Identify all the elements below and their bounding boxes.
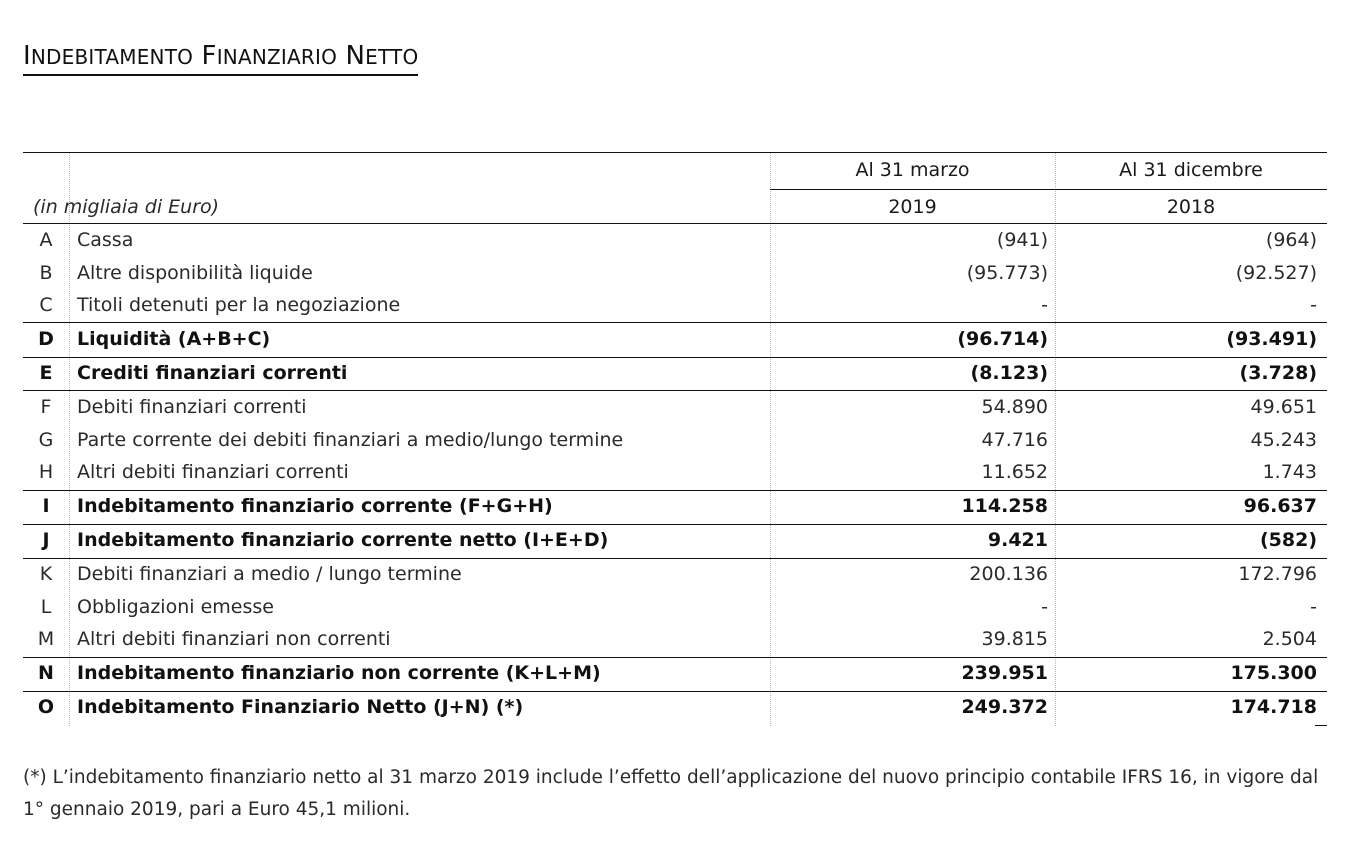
row-value-2019: 9.421 (987, 529, 1048, 551)
row-value-2018: 2.504 (1262, 628, 1317, 650)
row-label: Indebitamento finanziario corrente (F+G+H) (77, 495, 553, 517)
row-value-2018: (582) (1259, 529, 1317, 551)
footnote: (*) L’indebitamento finanziario netto al 31 marzo 2019 include l’effetto dell’applicazione del nuovo principio contabile IFRS 16, in vigore dal 1° gennaio 2019, pari a Euro 45,1 milioni. (23, 767, 1319, 820)
row-value-2019: (941) (996, 229, 1048, 251)
row-value-2019: 54.890 (981, 396, 1048, 418)
page-title (23, 40, 418, 76)
row-letter: L (40, 596, 52, 618)
row-value-2018: (964) (1265, 229, 1317, 251)
row-label: Cassa (77, 229, 134, 251)
row-label: Crediti finanziari correnti (77, 362, 348, 384)
row-value-2019: (8.123) (970, 362, 1048, 384)
row-value-2019: 200.136 (969, 563, 1048, 585)
row-letter: G (38, 429, 54, 451)
row-value-2019: - (1041, 596, 1048, 618)
header-mid-rule (770, 189, 1327, 190)
row-letter: O (37, 696, 55, 718)
row-letter: A (39, 229, 53, 251)
header-bottom-rule (23, 223, 1327, 224)
row-letter: I (42, 495, 50, 517)
row-label: Indebitamento finanziario non corrente (K+L+M) (77, 662, 601, 684)
row-value-2019: 114.258 (961, 495, 1048, 517)
row-value-2019: (96.714) (957, 328, 1048, 350)
row-label: Altri debiti finanziari non correnti (77, 628, 391, 650)
row-rule (23, 357, 1327, 358)
row-label: Obbligazioni emesse (77, 596, 274, 618)
row-rule (23, 390, 1327, 391)
row-value-2019: 11.652 (981, 461, 1048, 483)
row-value-2019: (95.773) (966, 262, 1048, 284)
title-word-2: FINANZIARIO (201, 41, 338, 71)
row-value-2018: (92.527) (1235, 262, 1317, 284)
units-label: (in migliaia di Euro) (33, 196, 220, 218)
row-label: Debiti finanziari correnti (77, 396, 307, 418)
row-letter: J (42, 529, 50, 551)
row-rule (23, 691, 1327, 692)
row-letter: D (38, 328, 54, 350)
column-separator (69, 152, 70, 726)
row-label: Titoli detenuti per la negoziazione (77, 294, 401, 316)
row-value-2018: 1.743 (1262, 461, 1317, 483)
row-value-2018: 175.300 (1230, 662, 1317, 684)
row-rule (23, 558, 1327, 559)
row-value-2018: - (1310, 596, 1317, 618)
row-value-2018: 172.796 (1238, 563, 1317, 585)
column-separator (1055, 152, 1056, 726)
row-value-2019: 47.716 (981, 429, 1048, 451)
row-letter: E (39, 362, 53, 384)
row-label: Parte corrente dei debiti finanziari a medio/lungo termine (77, 429, 624, 451)
row-value-2018: - (1310, 294, 1317, 316)
row-rule (23, 524, 1327, 525)
col2-period-label: Al 31 dicembre (1119, 159, 1263, 181)
column-separator (770, 152, 771, 726)
row-letter: F (40, 396, 52, 418)
row-value-2018: 96.637 (1243, 495, 1317, 517)
row-value-2018: (3.728) (1239, 362, 1317, 384)
row-letter: C (39, 294, 53, 316)
row-rule (23, 657, 1327, 658)
row-label: Altri debiti finanziari correnti (77, 461, 349, 483)
row-letter: K (39, 563, 53, 585)
row-value-2018: (93.491) (1226, 328, 1317, 350)
row-value-2018: 174.718 (1230, 696, 1317, 718)
row-letter: N (38, 662, 54, 684)
financial-table (23, 152, 1327, 726)
row-value-2018: 45.243 (1250, 429, 1317, 451)
col1-period-label: Al 31 marzo (855, 159, 970, 181)
row-value-2018: 49.651 (1250, 396, 1317, 418)
row-value-2019: 239.951 (961, 662, 1048, 684)
col2-year: 2018 (1166, 196, 1216, 218)
col1-year: 2019 (888, 196, 937, 218)
row-label: Liquidità (A+B+C) (77, 328, 271, 350)
row-label: Debiti finanziari a medio / lungo termine (77, 563, 462, 585)
row-label: Altre disponibilità liquide (77, 262, 313, 284)
row-label: Indebitamento finanziario corrente netto (I+E+D) (77, 529, 609, 551)
row-letter: B (39, 262, 53, 284)
row-letter: M (37, 628, 55, 650)
row-rule (23, 322, 1327, 323)
row-value-2019: 39.815 (981, 628, 1048, 650)
title-word-1: INDEBITAMENTO (23, 41, 194, 71)
table-end-rule (1315, 725, 1327, 726)
row-label: Indebitamento Finanziario Netto (J+N) (*) (77, 696, 524, 718)
row-value-2019: - (1041, 294, 1048, 316)
title-word-3: NETTO (345, 41, 419, 71)
table-top-rule (23, 152, 1327, 153)
row-value-2019: 249.372 (961, 696, 1048, 718)
row-rule (23, 490, 1327, 491)
row-letter: H (38, 461, 54, 483)
